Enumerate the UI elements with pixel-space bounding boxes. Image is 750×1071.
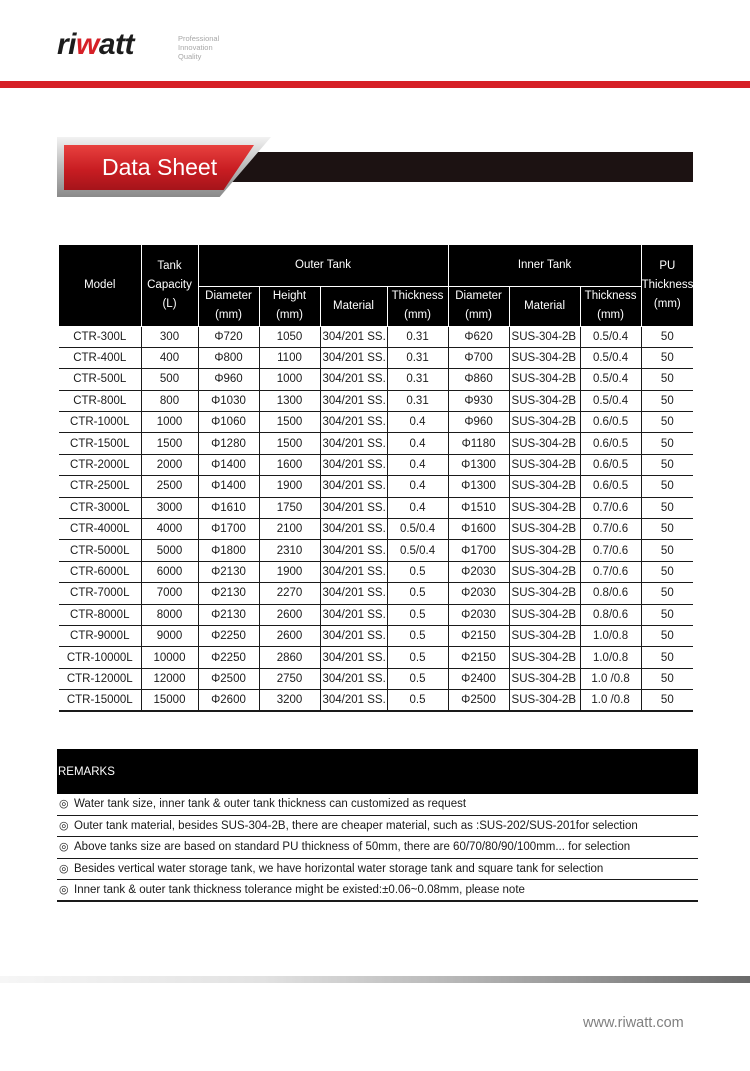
- table-cell: SUS-304-2B: [509, 497, 580, 518]
- table-cell: SUS-304-2B: [509, 412, 580, 433]
- table-cell: 1500: [259, 433, 320, 454]
- table-cell: Φ1610: [198, 497, 259, 518]
- table-cell: 400: [141, 347, 198, 368]
- table-cell: 1500: [141, 433, 198, 454]
- table-row: [59, 668, 693, 689]
- table-cell: 50: [641, 433, 693, 454]
- table-cell: Φ2130: [198, 604, 259, 625]
- table-cell: 2500: [141, 476, 198, 497]
- table-cell: 0.5/0.4: [580, 326, 641, 347]
- table-row: [59, 519, 693, 540]
- table-cell: 50: [641, 454, 693, 475]
- table-cell: SUS-304-2B: [509, 647, 580, 668]
- table-row: [59, 625, 693, 646]
- bullet-circle-icon: ◎: [59, 819, 69, 832]
- table-row: [59, 604, 693, 625]
- header-red-bar: [0, 81, 750, 88]
- table-cell: 1050: [259, 326, 320, 347]
- table-cell: CTR-300L: [59, 326, 141, 347]
- table-cell: CTR-12000L: [59, 668, 141, 689]
- table-cell: CTR-2000L: [59, 454, 141, 475]
- table-cell: SUS-304-2B: [509, 540, 580, 561]
- header-outer-diameter: Diameter (mm): [198, 286, 259, 326]
- table-cell: 0.5/0.4: [580, 369, 641, 390]
- table-cell: 50: [641, 540, 693, 561]
- table-cell: 1300: [259, 390, 320, 411]
- table-cell: 304/201 SS.: [320, 476, 387, 497]
- table-cell: 10000: [141, 647, 198, 668]
- table-cell: SUS-304-2B: [509, 390, 580, 411]
- table-cell: CTR-2500L: [59, 476, 141, 497]
- table-cell: 500: [141, 369, 198, 390]
- table-cell: Φ2030: [448, 583, 509, 604]
- table-cell: 0.4: [387, 476, 448, 497]
- table-cell: Φ960: [448, 412, 509, 433]
- table-cell: SUS-304-2B: [509, 561, 580, 582]
- remark-text: Inner tank & outer tank thickness tolerance might be existed:±0.06~0.08mm, please note: [74, 884, 525, 896]
- table-cell: CTR-3000L: [59, 497, 141, 518]
- table-cell: Φ2250: [198, 647, 259, 668]
- table-cell: 304/201 SS.: [320, 519, 387, 540]
- table-row: [59, 583, 693, 604]
- table-cell: Φ2600: [198, 690, 259, 711]
- table-cell: SUS-304-2B: [509, 476, 580, 497]
- header-inner-diameter: Diameter (mm): [448, 286, 509, 326]
- table-cell: CTR-15000L: [59, 690, 141, 711]
- table-cell: 50: [641, 519, 693, 540]
- table-cell: 1.0 /0.8: [580, 690, 641, 711]
- table-cell: Φ1800: [198, 540, 259, 561]
- table-cell: Φ2030: [448, 561, 509, 582]
- table-cell: 304/201 SS.: [320, 454, 387, 475]
- table-cell: 2600: [259, 625, 320, 646]
- table-cell: 0.4: [387, 497, 448, 518]
- table-cell: 0.5: [387, 625, 448, 646]
- table-cell: SUS-304-2B: [509, 369, 580, 390]
- table-cell: 0.31: [387, 326, 448, 347]
- table-cell: Φ1030: [198, 390, 259, 411]
- table-cell: 5000: [141, 540, 198, 561]
- header-outer-tank: Outer Tank: [198, 245, 448, 286]
- table-cell: Φ1180: [448, 433, 509, 454]
- table-cell: 0.5: [387, 561, 448, 582]
- table-cell: Φ2400: [448, 668, 509, 689]
- table-cell: 8000: [141, 604, 198, 625]
- riwatt-logo: riwatt: [57, 28, 135, 61]
- header-inner-tank: Inner Tank: [448, 245, 641, 286]
- table-cell: Φ930: [448, 390, 509, 411]
- table-cell: 0.5/0.4: [387, 540, 448, 561]
- table-cell: CTR-9000L: [59, 625, 141, 646]
- remark-text: Above tanks size are based on standard PU thickness of 50mm, there are 60/70/80/90/100mm... for selection: [74, 841, 631, 853]
- table-cell: 0.31: [387, 390, 448, 411]
- table-cell: Φ860: [448, 369, 509, 390]
- table-row: [59, 454, 693, 475]
- table-header: [59, 245, 693, 326]
- table-cell: Φ1400: [198, 476, 259, 497]
- table-cell: 304/201 SS.: [320, 433, 387, 454]
- table-cell: SUS-304-2B: [509, 347, 580, 368]
- table-cell: CTR-4000L: [59, 519, 141, 540]
- table-cell: 0.5: [387, 668, 448, 689]
- table-cell: 304/201 SS.: [320, 369, 387, 390]
- table-cell: Φ2030: [448, 604, 509, 625]
- header-inner-material: Material: [509, 286, 580, 326]
- table-cell: 0.7/0.6: [580, 519, 641, 540]
- bullet-circle-icon: ◎: [59, 884, 69, 896]
- table-cell: Φ2130: [198, 561, 259, 582]
- table-cell: CTR-800L: [59, 390, 141, 411]
- table-cell: CTR-1000L: [59, 412, 141, 433]
- table-cell: 50: [641, 369, 693, 390]
- table-cell: 50: [641, 497, 693, 518]
- bullet-circle-icon: ◎: [59, 841, 69, 853]
- footer-gradient-band: [0, 976, 750, 983]
- table-cell: 1.0 /0.8: [580, 668, 641, 689]
- table-cell: Φ1300: [448, 476, 509, 497]
- table-cell: 0.5/0.4: [387, 519, 448, 540]
- table-cell: 304/201 SS.: [320, 690, 387, 711]
- footer-website-url[interactable]: www.riwatt.com: [583, 1015, 684, 1031]
- table-cell: 0.8/0.6: [580, 583, 641, 604]
- table-cell: 1500: [259, 412, 320, 433]
- table-cell: Φ2250: [198, 625, 259, 646]
- table-cell: 1600: [259, 454, 320, 475]
- table-row: [59, 497, 693, 518]
- table-cell: Φ800: [198, 347, 259, 368]
- tagline-line: Professional: [178, 34, 220, 43]
- table-cell: Φ1700: [448, 540, 509, 561]
- table-cell: 304/201 SS.: [320, 326, 387, 347]
- table-row: [59, 347, 693, 368]
- table-cell: 12000: [141, 668, 198, 689]
- table-cell: 0.31: [387, 369, 448, 390]
- table-cell: SUS-304-2B: [509, 519, 580, 540]
- table-cell: 50: [641, 668, 693, 689]
- table-cell: 304/201 SS.: [320, 497, 387, 518]
- table-cell: Φ1060: [198, 412, 259, 433]
- table-cell: 2100: [259, 519, 320, 540]
- table-cell: Φ620: [448, 326, 509, 347]
- table-cell: Φ1300: [448, 454, 509, 475]
- table-cell: SUS-304-2B: [509, 625, 580, 646]
- table-cell: 304/201 SS.: [320, 390, 387, 411]
- table-cell: 2750: [259, 668, 320, 689]
- tagline-line: Innovation: [178, 43, 213, 52]
- table-cell: 0.4: [387, 454, 448, 475]
- table-cell: Φ960: [198, 369, 259, 390]
- table-cell: 2310: [259, 540, 320, 561]
- banner-black-strip: [230, 152, 693, 182]
- table-cell: 1900: [259, 561, 320, 582]
- table-cell: 50: [641, 561, 693, 582]
- table-cell: 304/201 SS.: [320, 583, 387, 604]
- table-row: [59, 326, 693, 347]
- table-cell: 4000: [141, 519, 198, 540]
- remark-item: [57, 837, 698, 859]
- table-cell: 2270: [259, 583, 320, 604]
- remarks-list: [57, 794, 698, 902]
- table-cell: CTR-8000L: [59, 604, 141, 625]
- table-cell: 0.5: [387, 604, 448, 625]
- table-cell: 50: [641, 625, 693, 646]
- spec-table: [59, 245, 693, 712]
- table-cell: 0.6/0.5: [580, 476, 641, 497]
- table-row: [59, 412, 693, 433]
- table-cell: CTR-10000L: [59, 647, 141, 668]
- table-cell: 1000: [259, 369, 320, 390]
- table-row: [59, 369, 693, 390]
- table-cell: 7000: [141, 583, 198, 604]
- table-cell: 3200: [259, 690, 320, 711]
- remark-text: Besides vertical water storage tank, we have horizontal water storage tank and square tank for selection: [74, 862, 604, 875]
- table-cell: 0.8/0.6: [580, 604, 641, 625]
- table-cell: Φ720: [198, 326, 259, 347]
- table-cell: 0.6/0.5: [580, 454, 641, 475]
- table-cell: 50: [641, 690, 693, 711]
- table-cell: 304/201 SS.: [320, 668, 387, 689]
- header-model: Model: [59, 245, 141, 326]
- table-cell: 304/201 SS.: [320, 347, 387, 368]
- table-cell: Φ700: [448, 347, 509, 368]
- table-cell: 0.5/0.4: [580, 347, 641, 368]
- table-cell: 15000: [141, 690, 198, 711]
- table-cell: 0.7/0.6: [580, 497, 641, 518]
- page-title: Data Sheet: [102, 154, 218, 180]
- remark-item: [57, 880, 698, 902]
- header-outer-thickness: Thickness (mm): [387, 286, 448, 326]
- remark-text: Outer tank material, besides SUS-304-2B, there are cheaper material, such as :SUS-202/SUS-201for selection: [74, 819, 638, 832]
- table-cell: 0.5: [387, 583, 448, 604]
- table-cell: 304/201 SS.: [320, 625, 387, 646]
- table-cell: 300: [141, 326, 198, 347]
- table-cell: Φ1280: [198, 433, 259, 454]
- header-capacity: Tank Capacity (L): [141, 245, 198, 326]
- table-cell: 3000: [141, 497, 198, 518]
- table-cell: 1.0/0.8: [580, 647, 641, 668]
- table-cell: Φ2150: [448, 625, 509, 646]
- table-cell: 50: [641, 647, 693, 668]
- remark-item: [57, 816, 698, 838]
- table-cell: 50: [641, 476, 693, 497]
- table-row: [59, 561, 693, 582]
- table-cell: 0.6/0.5: [580, 412, 641, 433]
- remark-text: Water tank size, inner tank & outer tank thickness can customized as request: [74, 798, 467, 810]
- table-row: [59, 390, 693, 411]
- table-cell: 50: [641, 390, 693, 411]
- table-cell: Φ2130: [198, 583, 259, 604]
- table-cell: 304/201 SS.: [320, 561, 387, 582]
- table-row: [59, 540, 693, 561]
- table-cell: 50: [641, 347, 693, 368]
- table-cell: 0.4: [387, 433, 448, 454]
- tagline-line: Quality: [178, 52, 202, 61]
- bullet-circle-icon: ◎: [59, 862, 69, 875]
- table-cell: 0.5/0.4: [580, 390, 641, 411]
- table-cell: 1100: [259, 347, 320, 368]
- table-cell: Φ2500: [198, 668, 259, 689]
- table-cell: 0.7/0.6: [580, 540, 641, 561]
- header-outer-material: Material: [320, 286, 387, 326]
- tagline: [178, 34, 219, 61]
- table-cell: 50: [641, 326, 693, 347]
- table-cell: SUS-304-2B: [509, 454, 580, 475]
- table-row: [59, 647, 693, 668]
- table-cell: CTR-6000L: [59, 561, 141, 582]
- table-cell: CTR-500L: [59, 369, 141, 390]
- table-row: [59, 690, 693, 711]
- table-cell: 1750: [259, 497, 320, 518]
- header-pu-thickness: PU Thickness (mm): [641, 245, 693, 326]
- table-cell: Φ1600: [448, 519, 509, 540]
- remark-item: [57, 794, 698, 816]
- table-cell: 304/201 SS.: [320, 540, 387, 561]
- table-cell: SUS-304-2B: [509, 326, 580, 347]
- remarks-title: REMARKS: [57, 749, 698, 794]
- table-cell: 50: [641, 583, 693, 604]
- table-cell: 0.5: [387, 647, 448, 668]
- remark-item: [57, 859, 698, 881]
- table-cell: CTR-7000L: [59, 583, 141, 604]
- table-row: [59, 476, 693, 497]
- table-cell: SUS-304-2B: [509, 433, 580, 454]
- table-cell: Φ1510: [448, 497, 509, 518]
- table-cell: 2600: [259, 604, 320, 625]
- table-cell: 1900: [259, 476, 320, 497]
- bullet-circle-icon: ◎: [59, 798, 69, 810]
- table-cell: 304/201 SS.: [320, 412, 387, 433]
- table-cell: 800: [141, 390, 198, 411]
- table-cell: SUS-304-2B: [509, 583, 580, 604]
- table-cell: 0.31: [387, 347, 448, 368]
- table-cell: CTR-5000L: [59, 540, 141, 561]
- table-cell: 50: [641, 412, 693, 433]
- table-cell: 50: [641, 604, 693, 625]
- header-inner-thickness: Thickness (mm): [580, 286, 641, 326]
- table-cell: CTR-1500L: [59, 433, 141, 454]
- table-cell: 0.7/0.6: [580, 561, 641, 582]
- header-outer-height: Height (mm): [259, 286, 320, 326]
- table-cell: 9000: [141, 625, 198, 646]
- table-cell: SUS-304-2B: [509, 690, 580, 711]
- table-cell: 1000: [141, 412, 198, 433]
- table-cell: 0.4: [387, 412, 448, 433]
- table-cell: CTR-400L: [59, 347, 141, 368]
- table-cell: SUS-304-2B: [509, 668, 580, 689]
- table-cell: 2000: [141, 454, 198, 475]
- table-cell: 0.6/0.5: [580, 433, 641, 454]
- table-cell: 304/201 SS.: [320, 604, 387, 625]
- table-cell: 1.0/0.8: [580, 625, 641, 646]
- table-row: [59, 433, 693, 454]
- table-cell: 304/201 SS.: [320, 647, 387, 668]
- table-cell: Φ1400: [198, 454, 259, 475]
- table-cell: 2860: [259, 647, 320, 668]
- table-cell: Φ2150: [448, 647, 509, 668]
- table-cell: 0.5: [387, 690, 448, 711]
- table-cell: SUS-304-2B: [509, 604, 580, 625]
- table-cell: Φ1700: [198, 519, 259, 540]
- table-body: [59, 326, 693, 711]
- table-cell: 6000: [141, 561, 198, 582]
- table-cell: Φ2500: [448, 690, 509, 711]
